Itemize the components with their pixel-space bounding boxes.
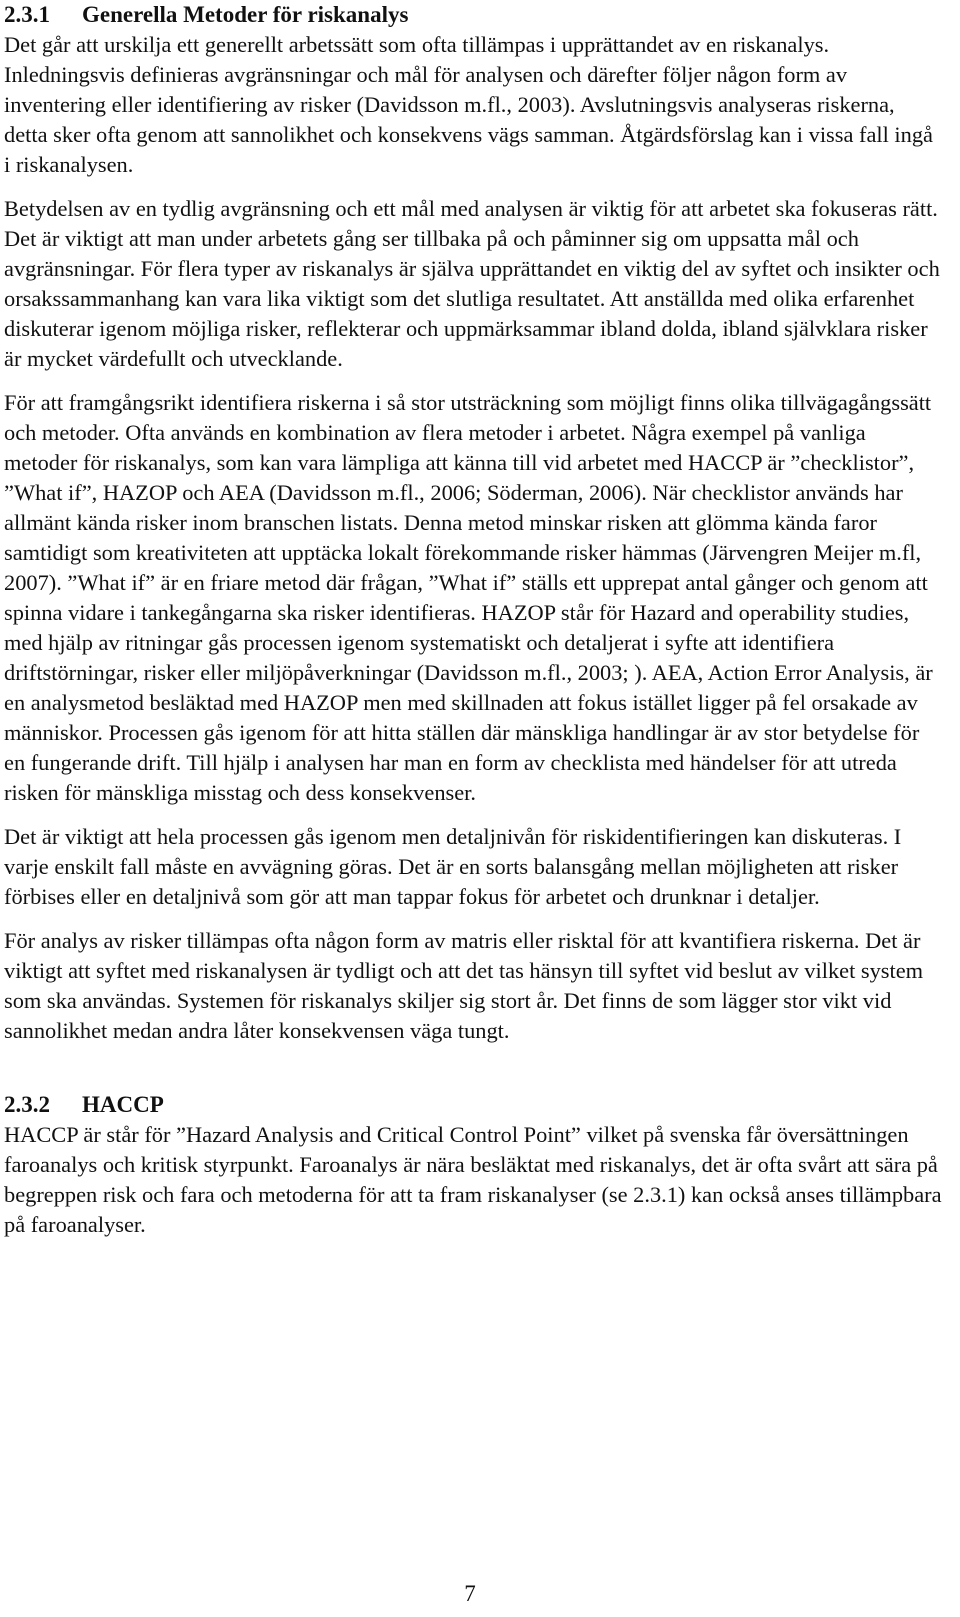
paragraph-detaljniva: Det är viktigt att hela processen gås igenom men detaljnivån för riskidentifieringen kan diskuteras. I varje enskilt fall måste en avvägning göras. Det är en sorts balansgång mellan möjligheten att risker förbises eller en detaljnivå som gör att man tappar fokus för arbetet och drunknar i detaljer. — [4, 824, 902, 909]
paragraph-metoder: För att framgångsrikt identifiera riskerna i så stor utsträckning som möjligt finns olika tillvägagångssätt och metoder. Ofta används en kombination av flera metoder i arbetet. Några exempel på vanliga metoder för riskanalys, som kan vara lämpliga att känna till vid arbetet med HACCP är ”checklistor”, ”What if”, HAZOP och AEA (Davidsson m.fl., 2006; Söderman, 2006). När checklistor används har allmänt kända risker inom branschen listats. Denna metod minskar risken att glömma kända faror samtidigt som kreativiteten att upptäcka lokalt förekommande risker hämmas (Järvengren Meijer m.fl, 2007). ”What if” är en friare metod där frågan, ”What if” ställs ett upprepat antal gånger och genom att spinna vidare i tankegångarna ska risker identifieras. HAZOP står för Hazard and operability studies, med hjälp av ritningar gås processen igenom systematiskt och detaljerat i syfte att identifiera driftstörningar, risker eller miljöpåverkningar (Davidsson m.fl., 2003; ). AEA, Action Error Analysis, är en analysmetod besläktad med HAZOP men med skillnaden att fokus istället ligger på fel orsakade av människor. Processen gås igenom för att hitta ställen där mänskliga handlingar är av stor betydelse för en fungerande drift. Till hjälp i analysen har man en form av checklista med händelser för att utreda risken för mänskliga misstag och dess konsekvenser. — [4, 390, 933, 805]
section-number: 2.3.2 — [4, 1092, 50, 1117]
section-heading-haccp — [4, 1090, 942, 1120]
section-number: 2.3.1 — [4, 2, 50, 27]
section-title: HACCP — [82, 1092, 164, 1117]
document-page — [4, 0, 942, 1240]
paragraph-matris: För analys av risker tillämpas ofta någon form av matris eller risktal för att kvantifiera riskerna. Det är viktigt att syftet med riskanalysen är tydligt och att det tas hänsyn till syftet vid beslut av vilket system som ska användas. Systemen för riskanalys skiljer sig stort år. Det finns de som lägger stor vikt vid sannolikhet medan andra låter konsekvensen väga tungt. — [4, 928, 924, 1043]
section-title: Generella Metoder för riskanalys — [82, 2, 409, 27]
paragraph-intro: Det går att urskilja ett generellt arbetssätt som ofta tillämpas i upprättandet av en riskanalys. Inledningsvis definieras avgränsningar och mål för analysen och därefter följer någon form av inventering eller identifiering av risker (Davidsson m.fl., 2003). Avslutningsvis analyseras riskerna, detta sker ofta genom att sannolikhet och konsekvens vägs samman. Åtgärdsförslag kan i vissa fall ingå i riskanalysen. — [4, 32, 933, 177]
paragraph-avgransning: Betydelsen av en tydlig avgränsning och ett mål med analysen är viktig för att arbetet ska fokuseras rätt. Det är viktigt att man under arbetets gång ser tillbaka på och påminner sig om uppsatta mål och avgränsningar. För flera typer av riskanalys är själva upprättandet en viktig del av syftet och insikter och orsakssammanhang kan vara lika viktigt som det slutliga resultatet. Att anställda med olika erfarenhet diskuterar igenom möjliga risker, reflekterar och uppmärksammar ibland dolda, ibland självklara risker är mycket värdefullt och utvecklande. — [4, 196, 940, 371]
paragraph-haccp: HACCP är står för ”Hazard Analysis and Critical Control Point” vilket på svenska får översättningen faroanalys och kritisk styrpunkt. Faroanalys är nära besläktat med riskanalys, det är ofta svårt att sära på begreppen risk och fara och metoderna för att ta fram riskanalyser (se 2.3.1) kan också anses tillämpbara på faroanalyser. — [4, 1122, 942, 1237]
page-number: 7 — [464, 1581, 476, 1606]
section-heading-generella-metoder — [4, 0, 942, 30]
